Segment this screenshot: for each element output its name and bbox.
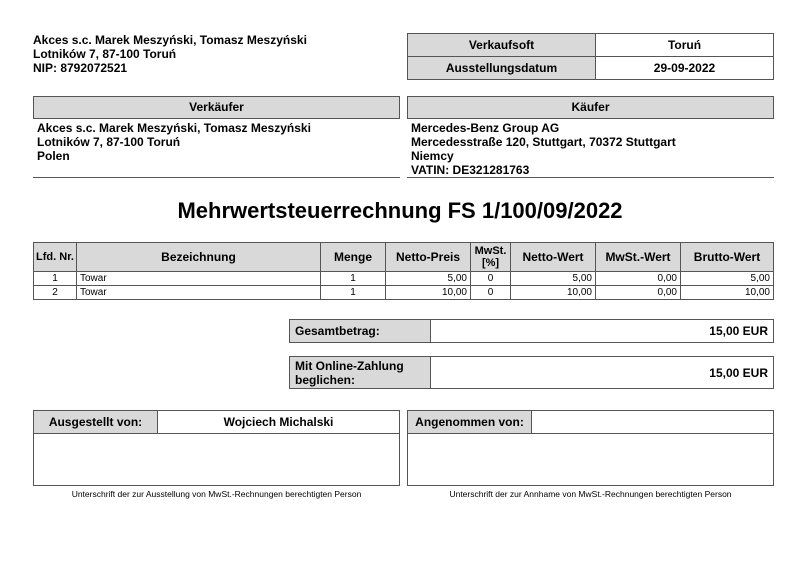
seller-header-address: Lotników 7, 87-100 Toruń (33, 47, 177, 61)
issued-signature-area (34, 434, 400, 486)
invoice-title: Mehrwertsteuerrechnung FS 1/100/09/2022 (177, 198, 623, 223)
seller-address: Lotników 7, 87-100 Toruń (37, 135, 181, 149)
issued-label: Ausgestellt von: (34, 411, 158, 434)
paid-label-line2: beglichen: (295, 372, 356, 387)
row-net-price: 10,00 (386, 286, 471, 300)
seller-header-nip: NIP: 8792072521 (33, 61, 128, 75)
buyer-name: Mercedes-Benz Group AG (411, 121, 560, 135)
row-net-value: 10,00 (511, 286, 596, 300)
buyer-heading: Käufer (407, 96, 774, 119)
buyer-box (407, 96, 774, 178)
received-signature-box (407, 410, 774, 486)
place-value: Toruń (596, 34, 774, 57)
row-name: Towar (77, 286, 321, 300)
total-label: Gesamtbetrag: (290, 320, 431, 343)
date-label: Ausstellungsdatum (408, 57, 596, 80)
row-vat: 0 (471, 286, 511, 300)
paid-label-line1: Mit Online-Zahlung (295, 358, 404, 373)
received-label: Angenommen von: (408, 411, 532, 434)
seller-country: Polen (37, 149, 70, 163)
col-qty: Menge (321, 243, 386, 272)
issued-name: Wojciech Michalski (158, 411, 400, 434)
row-qty: 1 (321, 286, 386, 300)
meta-table (407, 33, 774, 80)
received-caption: Unterschrift der zur Annhame von MwSt.-Rechnungen berechtigten Person (449, 489, 732, 499)
col-net-price: Netto-Preis (386, 243, 471, 272)
issued-signature-box (33, 410, 400, 486)
buyer-country: Niemcy (411, 149, 454, 163)
received-name (532, 411, 774, 434)
buyer-vatin: VATIN: DE321281763 (411, 163, 530, 177)
seller-header-name: Akces s.c. Marek Meszyński, Tomasz Meszyński (33, 33, 307, 47)
seller-header (33, 33, 307, 75)
seller-details (33, 119, 400, 178)
place-label: Verkaufsoft (408, 34, 596, 57)
row-vat-value: 0,00 (596, 272, 681, 286)
items-table (33, 242, 774, 300)
table-row (34, 272, 774, 286)
received-signature-area (408, 434, 774, 486)
total-value: 15,00 EUR (431, 320, 774, 343)
seller-name: Akces s.c. Marek Meszyński, Tomasz Meszyński (37, 121, 311, 135)
row-qty: 1 (321, 272, 386, 286)
row-net-value: 5,00 (511, 272, 596, 286)
date-value: 29-09-2022 (596, 57, 774, 80)
col-lfd: Lfd. Nr. (34, 243, 77, 272)
paid-table (289, 356, 774, 389)
row-vat-value: 0,00 (596, 286, 681, 300)
buyer-address: Mercedesstraße 120, Stuttgart, 70372 Stuttgart (411, 135, 676, 149)
col-name: Bezeichnung (77, 243, 321, 272)
col-vat: MwSt. [%] (471, 243, 511, 272)
row-net-price: 5,00 (386, 272, 471, 286)
issued-caption: Unterschrift der zur Ausstellung von MwSt.-Rechnungen berechtigten Person (71, 489, 362, 499)
col-gross-value: Brutto-Wert (681, 243, 774, 272)
paid-label (290, 357, 431, 389)
seller-heading: Verkäufer (33, 96, 400, 119)
row-gross-value: 10,00 (681, 286, 774, 300)
row-name: Towar (77, 272, 321, 286)
col-net-value: Netto-Wert (511, 243, 596, 272)
row-lfd: 1 (34, 272, 77, 286)
table-row (34, 286, 774, 300)
total-table (289, 319, 774, 343)
col-vat-value: MwSt.-Wert (596, 243, 681, 272)
buyer-details (407, 119, 774, 178)
row-vat: 0 (471, 272, 511, 286)
seller-box (33, 96, 400, 178)
row-lfd: 2 (34, 286, 77, 300)
row-gross-value: 5,00 (681, 272, 774, 286)
paid-value: 15,00 EUR (431, 357, 774, 389)
